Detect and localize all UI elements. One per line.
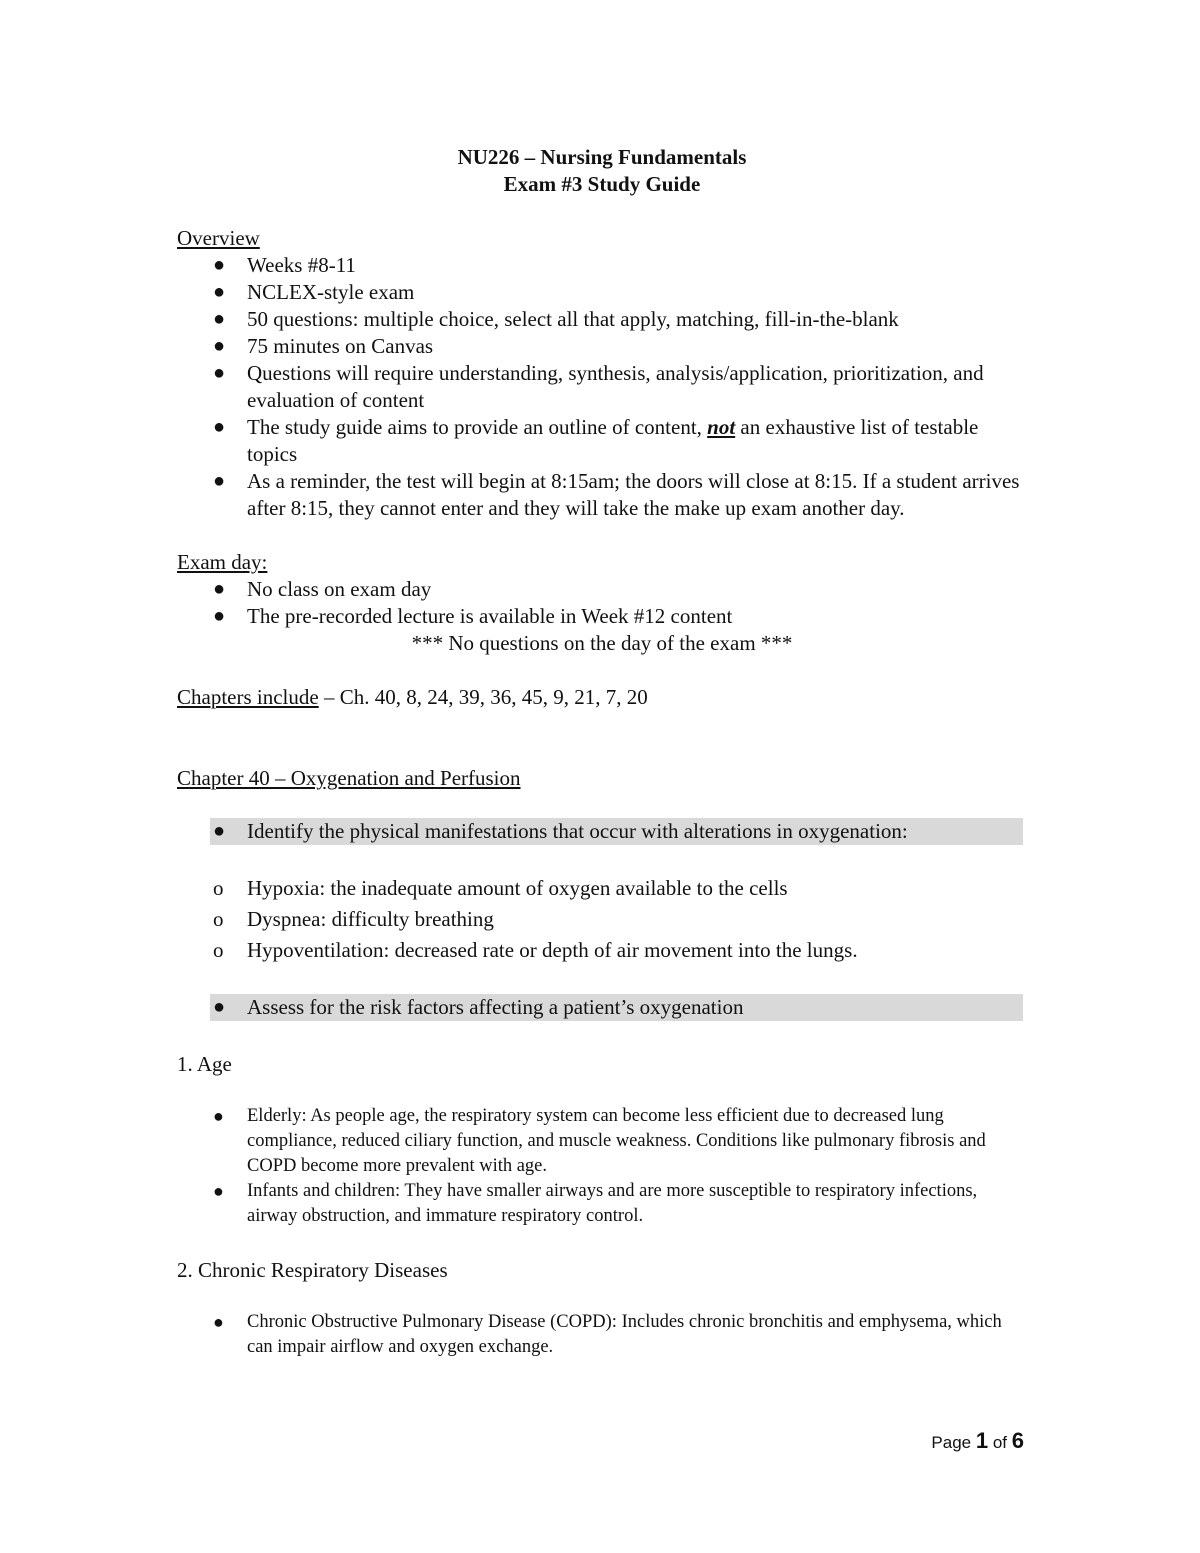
oxygenation-sub-list [177,873,1027,966]
highlight-objective-1: ● Identify the physical manifestations that occur with alterations in oxygenation: [210,818,1023,845]
chapter40-heading: Chapter 40 – Oxygenation and Perfusion [177,766,521,790]
document-subtitle: Exam #3 Study Guide [503,172,701,196]
highlight-objective-2: ● Assess for the risk factors affecting a patient’s oxygenation [210,994,1023,1021]
bullet-icon: ● [213,362,226,384]
list-item: ● Weeks #8-11 [213,253,356,277]
chapters-line [177,684,1027,711]
exam-day-heading: Exam day: [177,550,268,574]
list-item: ● As a reminder, the test will begin at 8:15am; the doors will close at 8:15. If a student arrives after 8:15, they cannot enter and they will take the make up exam another day. [213,469,1020,520]
list-item: ● NCLEX-style exam [213,280,415,304]
bullet-icon: ● [213,308,226,330]
section-age-title: 1. Age [177,1052,232,1076]
document-content [177,144,1027,1360]
bullet-icon: ● [213,1106,224,1126]
sub-bullet-icon: o [213,938,224,962]
bullet-icon: ● [213,1181,224,1201]
list-item: o Hypoxia: the inadequate amount of oxygen available to the cells [177,873,1027,904]
bullet-icon: ● [213,578,226,600]
bullet-icon: ● [213,605,226,627]
bullet-icon: ● [213,335,226,357]
bullet-icon: ● [213,254,226,276]
list-item: ● No class on exam day [213,577,432,601]
list-item: ● The pre-recorded lecture is available in Week #12 content [213,604,733,628]
list-item: ● Elderly: As people age, the respiratory system can become less efficient due to decreased lung compliance, reduced ciliary function, and muscle weakness. Conditions like pulmonary fibrosis and COPD become more prevalent with age. [213,1106,986,1176]
sub-bullet-icon: o [213,876,224,900]
emphasis-not: not [707,415,736,439]
document-title: NU226 – Nursing Fundamentals [457,145,747,169]
age-list [177,1104,1027,1229]
list-item: ● Chronic Obstructive Pulmonary Disease (COPD): Includes chronic bronchitis and emphysema, which can impair airflow and oxygen exchange. [213,1312,1002,1357]
list-item: ● The study guide aims to provide an outline of content, not an exhaustive list of testable topics [213,415,979,466]
list-item: ● 75 minutes on Canvas [213,334,434,358]
list-item: o Dyspnea: difficulty breathing [177,904,1027,935]
bullet-icon: ● [213,470,226,492]
list-item: o Hypoventilation: decreased rate or depth of air movement into the lungs. [177,935,1027,966]
chapters-heading: Chapters include [177,685,319,709]
page-number: Page 1 of 6 [931,1428,1024,1453]
bullet-icon: ● [213,1312,224,1332]
exam-day-list [177,576,1027,630]
list-item: ● Questions will require understanding, synthesis, analysis/application, prioritization, and evaluation of content [213,361,984,412]
exam-day-note: *** No questions on the day of the exam *** [411,631,793,655]
overview-heading: Overview [177,226,260,250]
bullet-icon: ● [213,820,226,842]
bullet-icon: ● [213,281,226,303]
list-item: ● Infants and children: They have smaller airways and are more susceptible to respiratory infections, airway obstruction, and immature respiratory control. [213,1181,978,1226]
bullet-icon: ● [213,996,226,1018]
sub-bullet-icon: o [213,907,224,931]
overview-list [177,252,1027,522]
list-item: ● 50 questions: multiple choice, select all that apply, matching, fill-in-the-blank [213,307,899,331]
chapters-list: – Ch. 40, 8, 24, 39, 36, 45, 9, 21, 7, 20 [318,685,648,709]
chronic-list [177,1310,1027,1360]
section-chronic-title: 2. Chronic Respiratory Diseases [177,1258,448,1282]
bullet-icon: ● [213,416,226,438]
